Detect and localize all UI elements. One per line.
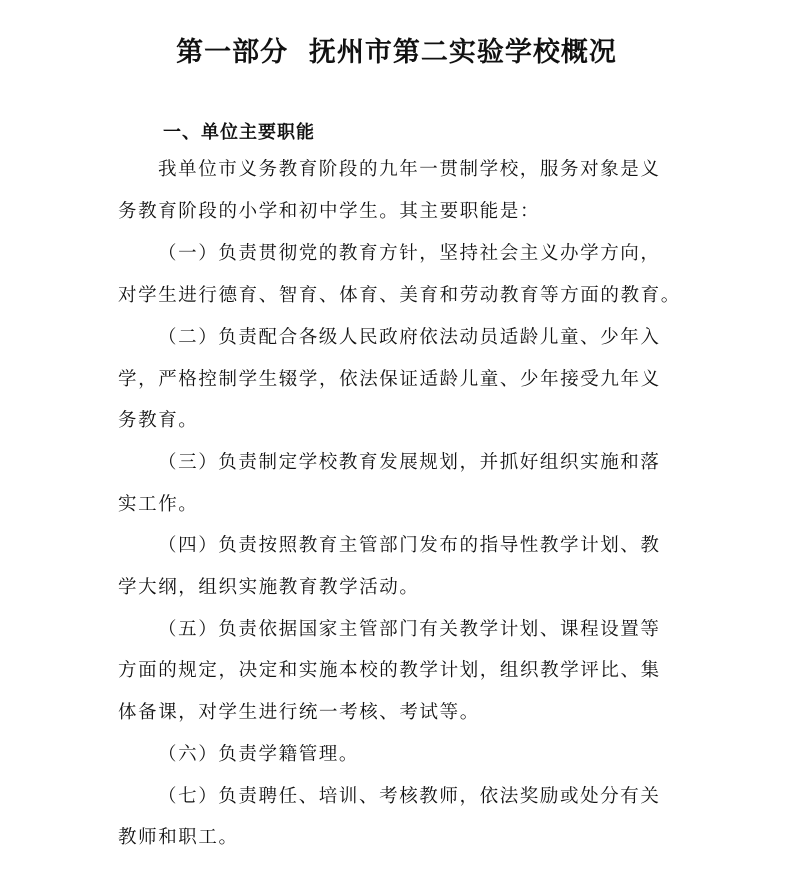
- paragraph-line: （六）负责学籍管理。: [158, 744, 360, 765]
- paragraph-line: 方面的规定，决定和实施本校的教学计划，组织教学评比、集: [118, 660, 661, 681]
- paragraph-line: （二）负责配合各级人民政府依法动员适龄儿童、少年入: [158, 327, 661, 348]
- paragraph-line: 务教育。: [118, 410, 199, 431]
- paragraph-line: 我单位市义务教育阶段的九年一贯制学校，服务对象是义: [158, 159, 661, 180]
- paragraph-line: （三）负责制定学校教育发展规划，并抓好组织实施和落: [158, 452, 661, 473]
- paragraph-line: （一）负责贯彻党的教育方针，坚持社会主义办学方向，: [158, 243, 661, 264]
- paragraph-line: （四）负责按照教育主管部门发布的指导性教学计划、教: [158, 535, 661, 556]
- paragraph-line: 学，严格控制学生辍学，依法保证适龄儿童、少年接受九年义: [118, 369, 661, 390]
- paragraph-line: 务教育阶段的小学和初中学生。其主要职能是：: [118, 201, 541, 222]
- section-heading: 一、单位主要职能: [163, 122, 315, 143]
- document-title: 第一部分 抚州市第二实验学校概况: [176, 37, 617, 68]
- paragraph-line: （五）负责依据国家主管部门有关教学计划、课程设置等: [158, 619, 661, 640]
- paragraph-line: 对学生进行德育、智育、体育、美育和劳动教育等方面的教育。: [118, 285, 681, 306]
- paragraph-line: 体备课，对学生进行统一考核、考试等。: [118, 702, 480, 723]
- paragraph-line: （七）负责聘任、培训、考核教师，依法奖励或处分有关: [158, 786, 661, 807]
- paragraph-line: 实工作。: [118, 494, 199, 515]
- paragraph-line: 学大纲，组织实施教育教学活动。: [118, 577, 420, 598]
- paragraph-line: 教师和职工。: [118, 827, 239, 848]
